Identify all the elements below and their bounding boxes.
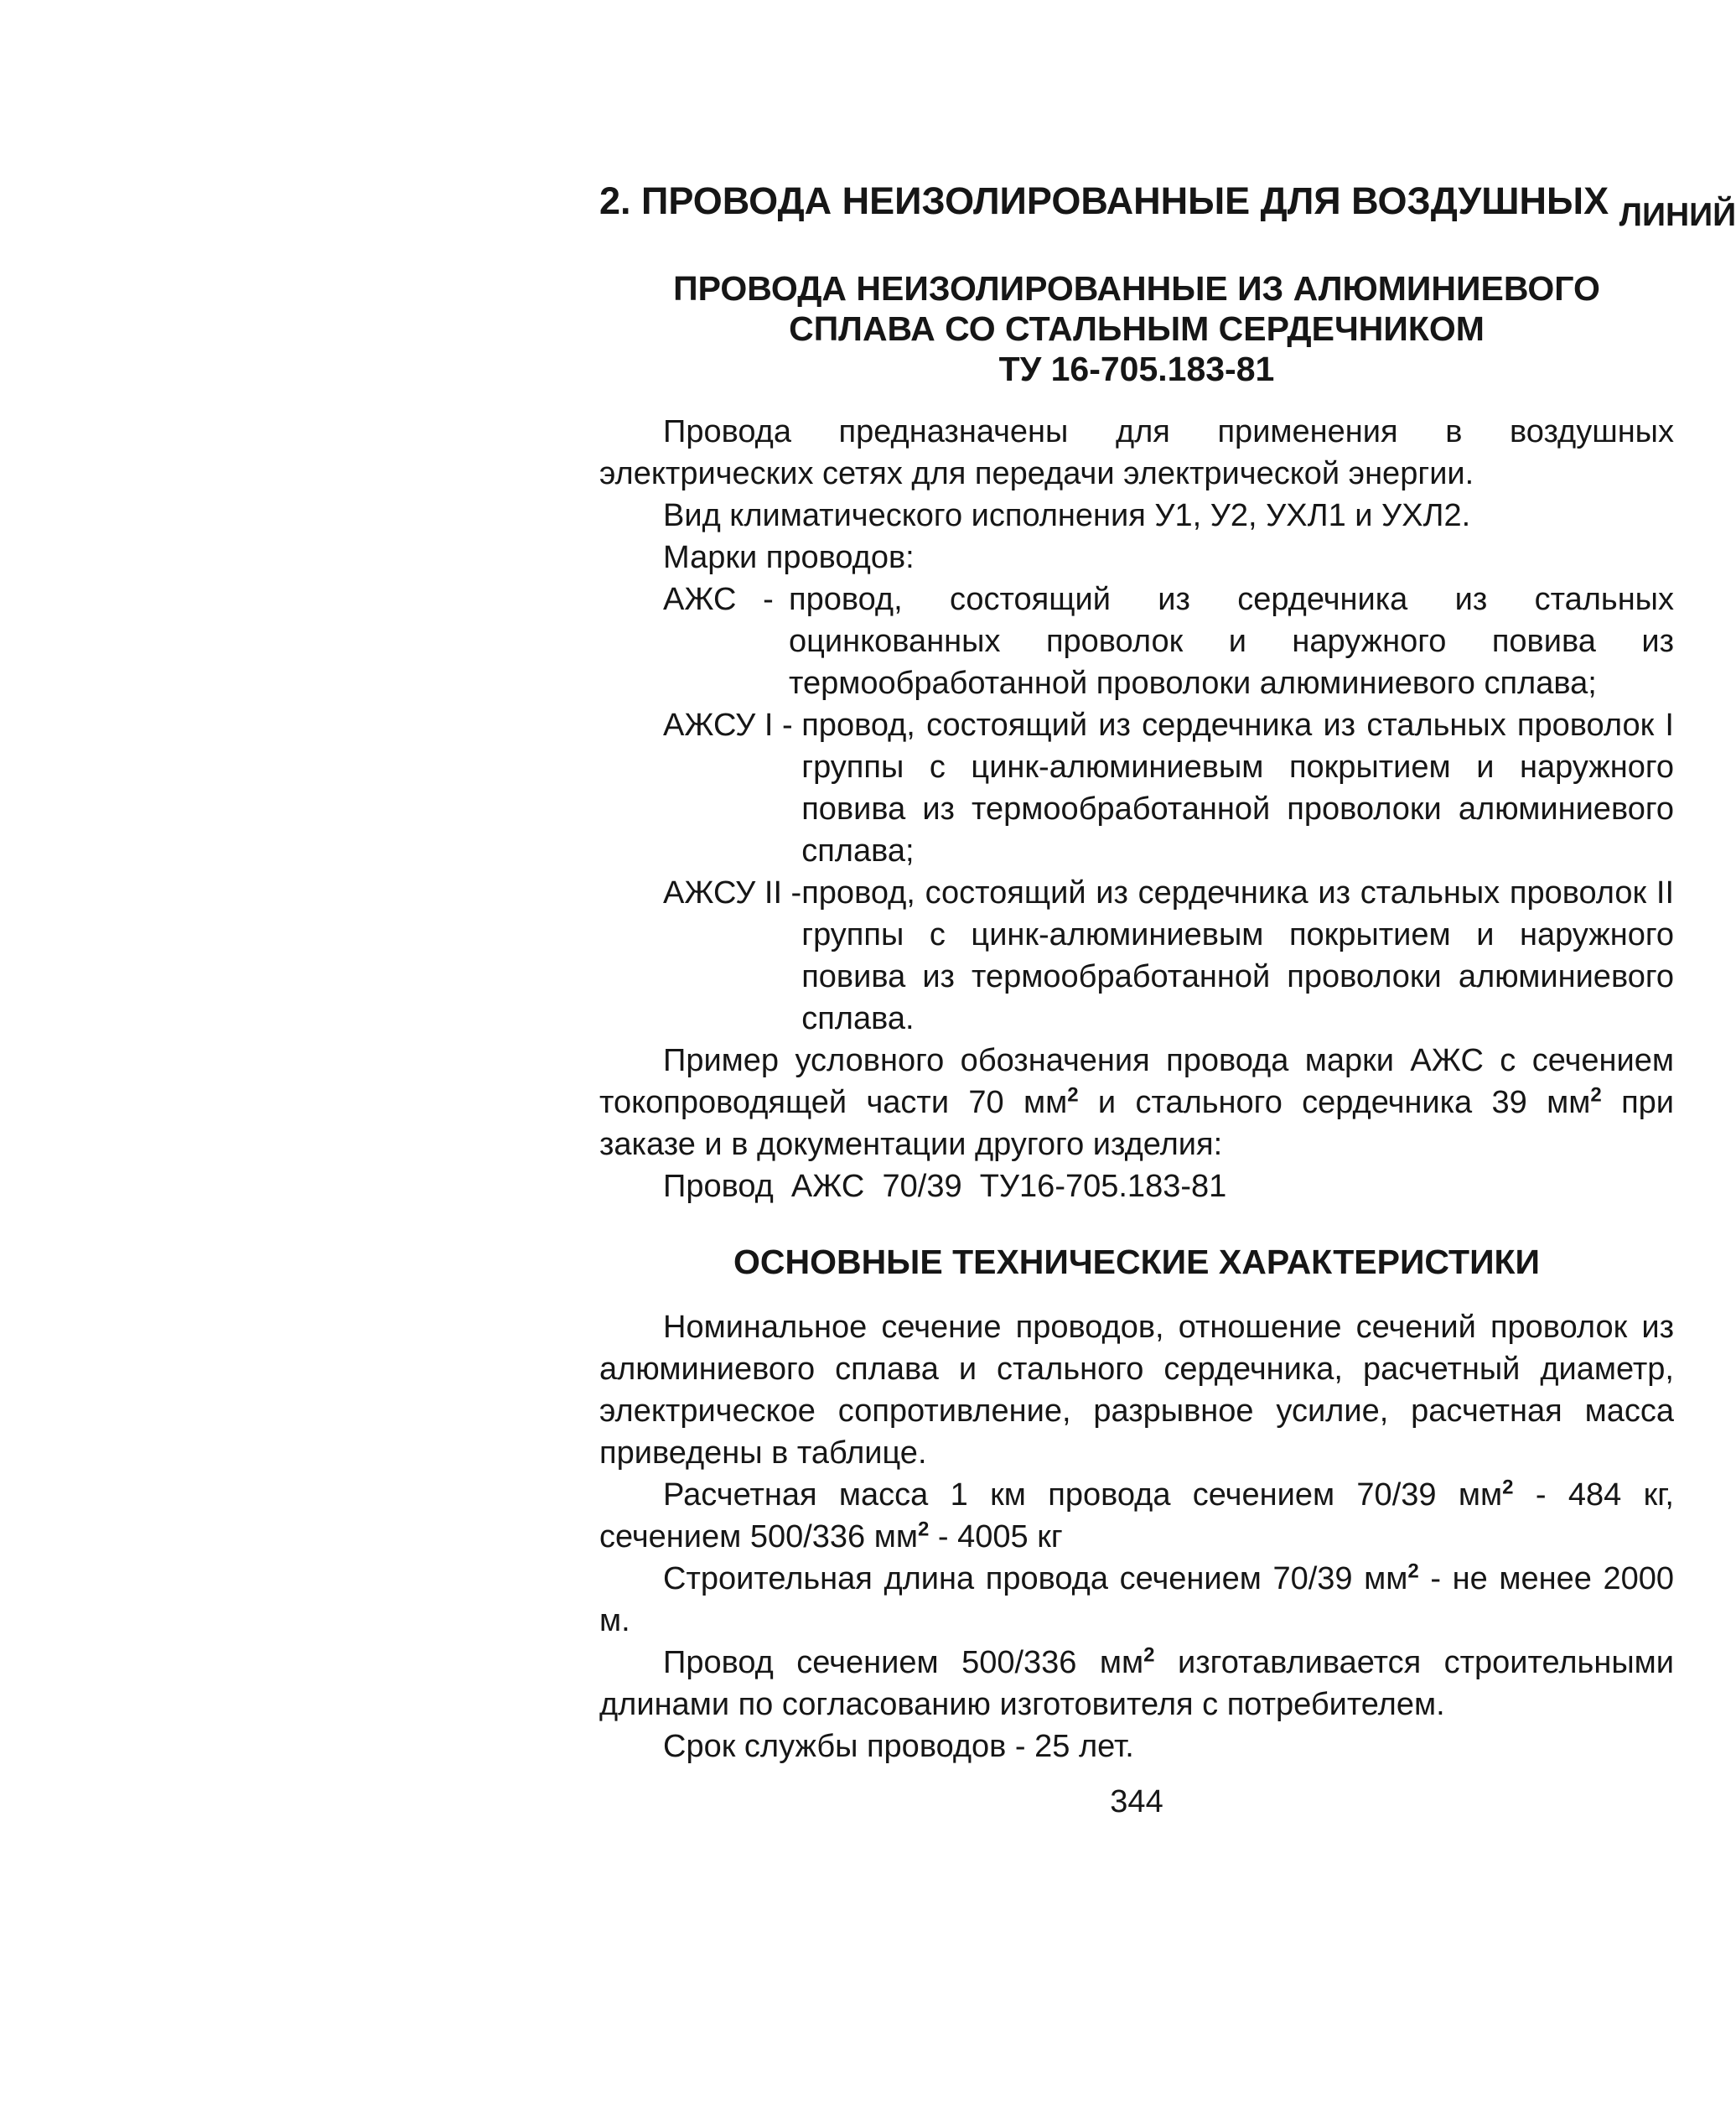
brands-label: Марки проводов: (663, 540, 915, 575)
list-item (599, 704, 1674, 872)
tech-paragraph: Номинальное сечение проводов, отношение сечений проволок из алюминиевого сплава и стального сердечника, расчетный диаметр, электрическое сопротивление, разрывное усилие, расчетная масса приведены в таблице. (599, 1310, 1674, 1471)
chapter-title-text: 2. ПРОВОДА НЕИЗОЛИРОВАННЫЕ ДЛЯ ВОЗДУШНЫХ (599, 179, 1619, 222)
example-designation: Провод АЖС 70/39 ТУ16-705.183-81 (663, 1169, 1227, 1204)
section-title-line-1: ПРОВОДА НЕИЗОЛИРОВАННЫЕ ИЗ АЛЮМИНИЕВОГО (673, 269, 1600, 308)
mass-paragraph: Расчетная масса 1 км провода сечением 70/39 $мм^2 - 484$ кг, сечением 500/336 $мм^2 - 4005$ кг (599, 1476, 1674, 1554)
section-title-standard: ТУ 16-705.183-81 (998, 350, 1275, 388)
brand-description: провод, состоящий из сердечника из стальных проволок II группы с цинк-алюминиевым покрытием и наружного повива из термообработанной проволоки алюминиевого сплава. (801, 875, 1674, 1036)
example-paragraph: Пример условного обозначения провода марки АЖС с сечением токопроводящей части 70 $мм^2$ и стального сердечника 39 $мм^2$ при заказе и в документации другого изделия: (599, 1043, 1675, 1162)
chapter-title-tail: ЛИНИЙ (1619, 197, 1736, 233)
climate-paragraph: Вид климатического исполнения У1, У2, УХЛ1 и УХЛ2. (663, 498, 1471, 533)
section-title (599, 268, 1674, 389)
chapter-title (599, 176, 1736, 233)
list-item (599, 579, 1674, 704)
brand-name: АЖСУ II - (663, 875, 802, 911)
brand-description: провод, состоящий из сердечника из стальных проволок I группы с цинк-алюминиевым покрытием и наружного повива из термообработанной проволоки алюминиевого сплава; (801, 708, 1674, 869)
brand-description: провод, состоящий из сердечника из стальных оцинкованных проволок и наружного повива из термообработанной проволоки алюминиевого сплава; (789, 582, 1674, 701)
brand-name: АЖС - (663, 582, 783, 617)
brands-list (599, 579, 1674, 1040)
brand-name: АЖСУ I - (663, 708, 802, 743)
document-page (599, 176, 1736, 1823)
service-life-paragraph: Срок службы проводов - 25 лет. (663, 1729, 1134, 1764)
tech-section-title: ОСНОВНЫЕ ТЕХНИЧЕСКИЕ ХАРАКТЕРИСТИКИ (733, 1243, 1541, 1281)
length-paragraph: Строительная длина провода сечением 70/39 $мм^2$ - не менее 2000 м. (599, 1559, 1674, 1638)
page-number: 344 (1110, 1784, 1163, 1819)
list-item (599, 872, 1674, 1040)
purpose-paragraph: Провода предназначены для применения в воздушных электрических сетях для передачи электрической энергии. (599, 414, 1674, 491)
big-section-paragraph: Провод сечением 500/336 $мм^2$ изготавливается строительными длинами по согласованию изготовителя с потребителем. (599, 1643, 1674, 1722)
section-title-line-2: СПЛАВА СО СТАЛЬНЫМ СЕРДЕЧНИКОМ (789, 309, 1485, 348)
